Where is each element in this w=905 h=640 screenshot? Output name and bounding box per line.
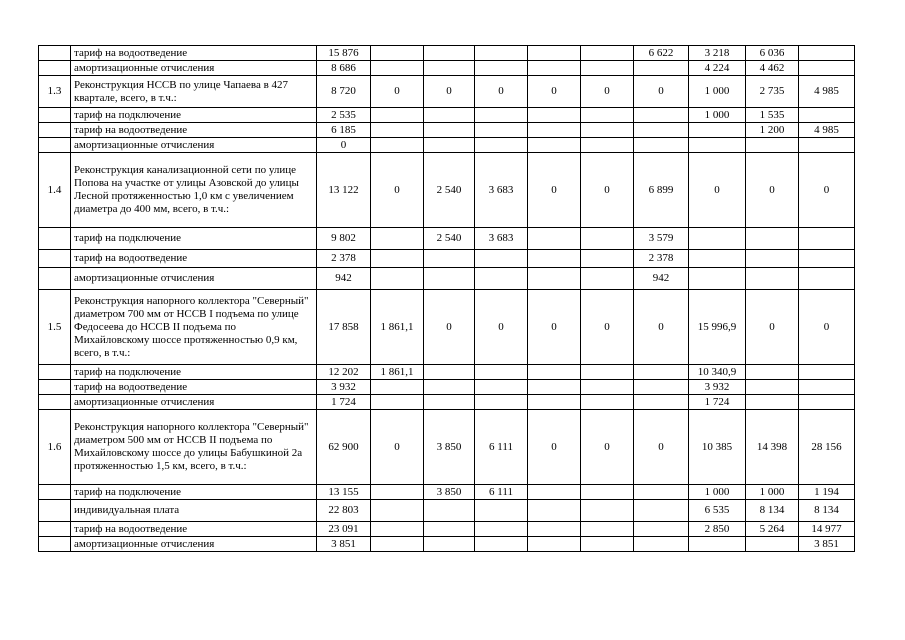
value-cell — [799, 380, 855, 395]
value-cell: 0 — [371, 153, 424, 228]
row-number-cell — [39, 380, 71, 395]
table-row — [39, 522, 855, 537]
row-number-cell: 1.5 — [39, 290, 71, 365]
value-cell: 0 — [317, 138, 371, 153]
value-cell — [528, 365, 581, 380]
value-cell — [689, 537, 746, 552]
value-cell: 3 851 — [799, 537, 855, 552]
value-cell: 2 378 — [317, 250, 371, 268]
value-cell — [581, 61, 634, 76]
value-cell — [475, 250, 528, 268]
row-number-cell — [39, 123, 71, 138]
row-number-cell — [39, 537, 71, 552]
value-cell: 1 724 — [317, 395, 371, 410]
value-cell: 6 111 — [475, 485, 528, 500]
value-cell — [528, 108, 581, 123]
table-row — [39, 153, 855, 228]
value-cell — [424, 250, 475, 268]
row-number-cell — [39, 395, 71, 410]
row-name-cell: тариф на подключение — [71, 485, 317, 500]
value-cell — [634, 537, 689, 552]
table-row — [39, 380, 855, 395]
row-number-cell — [39, 522, 71, 537]
value-cell: 5 264 — [746, 522, 799, 537]
row-number-cell — [39, 228, 71, 250]
value-cell — [581, 485, 634, 500]
value-cell — [371, 108, 424, 123]
value-cell: 3 850 — [424, 485, 475, 500]
table-body — [39, 46, 855, 552]
value-cell: 3 683 — [475, 228, 528, 250]
value-cell: 9 802 — [317, 228, 371, 250]
value-cell — [475, 61, 528, 76]
row-name-cell: Реконструкция напорного коллектора "Северный" диаметром 500 мм от НССВ II подъема по Михайловскому шоссе до улицы Бабушкиной 2а протяженностью 1,5 км, всего, в т.ч.: — [71, 410, 317, 485]
value-cell — [581, 500, 634, 522]
row-name-cell: тариф на водоотведение — [71, 250, 317, 268]
value-cell: 2 535 — [317, 108, 371, 123]
value-cell: 8 134 — [799, 500, 855, 522]
row-name-cell: амортизационные отчисления — [71, 268, 317, 290]
value-cell: 1 194 — [799, 485, 855, 500]
value-cell — [746, 268, 799, 290]
value-cell: 1 000 — [746, 485, 799, 500]
value-cell: 14 398 — [746, 410, 799, 485]
value-cell: 942 — [317, 268, 371, 290]
value-cell — [371, 537, 424, 552]
value-cell — [528, 485, 581, 500]
value-cell — [799, 46, 855, 61]
value-cell — [634, 485, 689, 500]
value-cell: 0 — [634, 76, 689, 108]
investment-table — [38, 45, 855, 552]
value-cell — [581, 365, 634, 380]
value-cell: 8 720 — [317, 76, 371, 108]
row-number-cell — [39, 485, 71, 500]
value-cell — [424, 61, 475, 76]
value-cell — [371, 250, 424, 268]
value-cell: 942 — [634, 268, 689, 290]
value-cell: 0 — [581, 76, 634, 108]
value-cell — [634, 108, 689, 123]
value-cell: 0 — [634, 290, 689, 365]
value-cell — [475, 395, 528, 410]
table-row — [39, 108, 855, 123]
row-name-cell: тариф на водоотведение — [71, 522, 317, 537]
value-cell: 2 850 — [689, 522, 746, 537]
value-cell — [371, 380, 424, 395]
table-row — [39, 76, 855, 108]
value-cell — [528, 380, 581, 395]
value-cell: 14 977 — [799, 522, 855, 537]
value-cell — [689, 123, 746, 138]
value-cell — [528, 395, 581, 410]
value-cell — [746, 537, 799, 552]
value-cell: 0 — [581, 153, 634, 228]
value-cell: 3 683 — [475, 153, 528, 228]
value-cell — [475, 500, 528, 522]
value-cell — [799, 61, 855, 76]
value-cell — [424, 537, 475, 552]
value-cell — [371, 123, 424, 138]
value-cell — [424, 268, 475, 290]
value-cell — [746, 138, 799, 153]
value-cell: 4 985 — [799, 76, 855, 108]
table-row — [39, 228, 855, 250]
value-cell: 22 803 — [317, 500, 371, 522]
value-cell — [371, 522, 424, 537]
value-cell: 6 535 — [689, 500, 746, 522]
value-cell: 6 622 — [634, 46, 689, 61]
value-cell: 15 876 — [317, 46, 371, 61]
value-cell — [634, 138, 689, 153]
value-cell — [371, 395, 424, 410]
row-name-cell: амортизационные отчисления — [71, 61, 317, 76]
value-cell: 2 378 — [634, 250, 689, 268]
value-cell — [799, 250, 855, 268]
value-cell — [799, 365, 855, 380]
value-cell: 0 — [528, 153, 581, 228]
value-cell: 4 985 — [799, 123, 855, 138]
value-cell: 10 385 — [689, 410, 746, 485]
value-cell: 2 540 — [424, 153, 475, 228]
value-cell: 2 540 — [424, 228, 475, 250]
value-cell: 0 — [689, 153, 746, 228]
row-number-cell — [39, 61, 71, 76]
value-cell: 0 — [424, 290, 475, 365]
value-cell: 1 535 — [746, 108, 799, 123]
table-row — [39, 395, 855, 410]
value-cell — [689, 250, 746, 268]
value-cell: 6 185 — [317, 123, 371, 138]
value-cell: 13 122 — [317, 153, 371, 228]
value-cell — [634, 522, 689, 537]
value-cell — [634, 61, 689, 76]
value-cell: 3 218 — [689, 46, 746, 61]
value-cell: 0 — [371, 76, 424, 108]
row-name-cell: тариф на водоотведение — [71, 123, 317, 138]
value-cell: 3 851 — [317, 537, 371, 552]
value-cell — [371, 61, 424, 76]
table-row — [39, 250, 855, 268]
row-name-cell: тариф на подключение — [71, 228, 317, 250]
value-cell — [371, 500, 424, 522]
value-cell: 23 091 — [317, 522, 371, 537]
table-row — [39, 485, 855, 500]
value-cell — [475, 365, 528, 380]
value-cell — [528, 537, 581, 552]
value-cell: 1 861,1 — [371, 365, 424, 380]
value-cell: 10 340,9 — [689, 365, 746, 380]
value-cell: 4 462 — [746, 61, 799, 76]
value-cell — [424, 395, 475, 410]
value-cell: 0 — [528, 410, 581, 485]
value-cell: 0 — [746, 153, 799, 228]
value-cell — [424, 108, 475, 123]
value-cell — [581, 138, 634, 153]
value-cell — [581, 522, 634, 537]
value-cell — [746, 228, 799, 250]
value-cell — [634, 380, 689, 395]
value-cell — [528, 500, 581, 522]
row-name-cell: тариф на подключение — [71, 365, 317, 380]
value-cell: 3 579 — [634, 228, 689, 250]
value-cell — [475, 46, 528, 61]
table-row — [39, 61, 855, 76]
value-cell — [475, 123, 528, 138]
value-cell: 8 134 — [746, 500, 799, 522]
value-cell: 28 156 — [799, 410, 855, 485]
value-cell — [528, 46, 581, 61]
value-cell — [634, 123, 689, 138]
value-cell — [799, 228, 855, 250]
value-cell: 0 — [634, 410, 689, 485]
row-number-cell: 1.6 — [39, 410, 71, 485]
value-cell — [424, 380, 475, 395]
value-cell: 1 200 — [746, 123, 799, 138]
value-cell — [475, 537, 528, 552]
value-cell: 0 — [528, 76, 581, 108]
value-cell — [581, 395, 634, 410]
row-name-cell: тариф на водоотведение — [71, 46, 317, 61]
value-cell: 0 — [475, 290, 528, 365]
value-cell: 0 — [528, 290, 581, 365]
row-number-cell: 1.4 — [39, 153, 71, 228]
value-cell — [475, 108, 528, 123]
value-cell: 3 850 — [424, 410, 475, 485]
value-cell — [581, 268, 634, 290]
table-row — [39, 537, 855, 552]
row-name-cell: амортизационные отчисления — [71, 537, 317, 552]
table-row — [39, 138, 855, 153]
value-cell — [634, 365, 689, 380]
row-number-cell: 1.3 — [39, 76, 71, 108]
table-row — [39, 410, 855, 485]
row-name-cell: Реконструкция канализационной сети по улице Попова на участке от улицы Азовской до улицы Лесной протяженностью 1,0 км с увеличением диаметра до 400 мм, всего, в т.ч.: — [71, 153, 317, 228]
value-cell — [634, 395, 689, 410]
value-cell: 12 202 — [317, 365, 371, 380]
value-cell: 0 — [371, 410, 424, 485]
value-cell — [528, 228, 581, 250]
value-cell — [581, 123, 634, 138]
value-cell — [581, 108, 634, 123]
value-cell: 1 000 — [689, 108, 746, 123]
value-cell — [371, 46, 424, 61]
value-cell — [475, 268, 528, 290]
value-cell — [424, 365, 475, 380]
row-number-cell — [39, 138, 71, 153]
row-number-cell — [39, 268, 71, 290]
value-cell: 2 735 — [746, 76, 799, 108]
value-cell — [746, 380, 799, 395]
value-cell — [799, 395, 855, 410]
value-cell — [475, 138, 528, 153]
value-cell — [528, 61, 581, 76]
value-cell: 6 899 — [634, 153, 689, 228]
value-cell — [689, 228, 746, 250]
value-cell: 17 858 — [317, 290, 371, 365]
value-cell: 0 — [799, 153, 855, 228]
row-name-cell: индивидуальная плата — [71, 500, 317, 522]
row-name-cell: Реконструкция напорного коллектора "Северный" диаметром 700 мм от НССВ I подъема по улице Федосеева до НССВ II подъема по Михайловскому шоссе протяженностью 0,9 км, всего, в т.ч.: — [71, 290, 317, 365]
value-cell — [799, 108, 855, 123]
value-cell — [581, 537, 634, 552]
value-cell — [371, 268, 424, 290]
value-cell — [424, 522, 475, 537]
table-row — [39, 365, 855, 380]
value-cell — [689, 138, 746, 153]
value-cell — [475, 380, 528, 395]
value-cell: 0 — [746, 290, 799, 365]
value-cell — [634, 500, 689, 522]
value-cell: 1 000 — [689, 76, 746, 108]
value-cell — [424, 500, 475, 522]
value-cell — [528, 250, 581, 268]
row-name-cell: амортизационные отчисления — [71, 138, 317, 153]
value-cell — [528, 123, 581, 138]
value-cell — [371, 485, 424, 500]
row-number-cell — [39, 250, 71, 268]
value-cell: 6 036 — [746, 46, 799, 61]
table-row — [39, 500, 855, 522]
value-cell: 1 724 — [689, 395, 746, 410]
value-cell — [746, 250, 799, 268]
value-cell: 0 — [799, 290, 855, 365]
value-cell: 3 932 — [317, 380, 371, 395]
value-cell: 8 686 — [317, 61, 371, 76]
row-name-cell: Реконструкция НССВ по улице Чапаева в 427 квартале, всего, в т.ч.: — [71, 76, 317, 108]
value-cell — [371, 138, 424, 153]
value-cell: 0 — [581, 410, 634, 485]
value-cell: 4 224 — [689, 61, 746, 76]
value-cell: 0 — [581, 290, 634, 365]
table-row — [39, 268, 855, 290]
row-name-cell: тариф на подключение — [71, 108, 317, 123]
value-cell: 3 932 — [689, 380, 746, 395]
value-cell — [475, 522, 528, 537]
table-row — [39, 46, 855, 61]
value-cell — [799, 268, 855, 290]
row-name-cell: тариф на водоотведение — [71, 380, 317, 395]
value-cell: 0 — [424, 76, 475, 108]
value-cell — [581, 250, 634, 268]
value-cell — [746, 365, 799, 380]
value-cell — [424, 123, 475, 138]
value-cell: 6 111 — [475, 410, 528, 485]
row-number-cell — [39, 365, 71, 380]
table-row — [39, 290, 855, 365]
row-name-cell: амортизационные отчисления — [71, 395, 317, 410]
value-cell: 15 996,9 — [689, 290, 746, 365]
value-cell — [799, 138, 855, 153]
value-cell — [528, 268, 581, 290]
value-cell — [371, 228, 424, 250]
value-cell: 1 000 — [689, 485, 746, 500]
value-cell: 13 155 — [317, 485, 371, 500]
value-cell: 0 — [475, 76, 528, 108]
value-cell: 1 861,1 — [371, 290, 424, 365]
value-cell — [424, 138, 475, 153]
value-cell — [689, 268, 746, 290]
value-cell — [581, 228, 634, 250]
value-cell — [424, 46, 475, 61]
value-cell — [528, 138, 581, 153]
value-cell — [528, 522, 581, 537]
table-row — [39, 123, 855, 138]
value-cell — [581, 380, 634, 395]
row-number-cell — [39, 108, 71, 123]
value-cell — [581, 46, 634, 61]
value-cell — [746, 395, 799, 410]
row-number-cell — [39, 46, 71, 61]
row-number-cell — [39, 500, 71, 522]
value-cell: 62 900 — [317, 410, 371, 485]
